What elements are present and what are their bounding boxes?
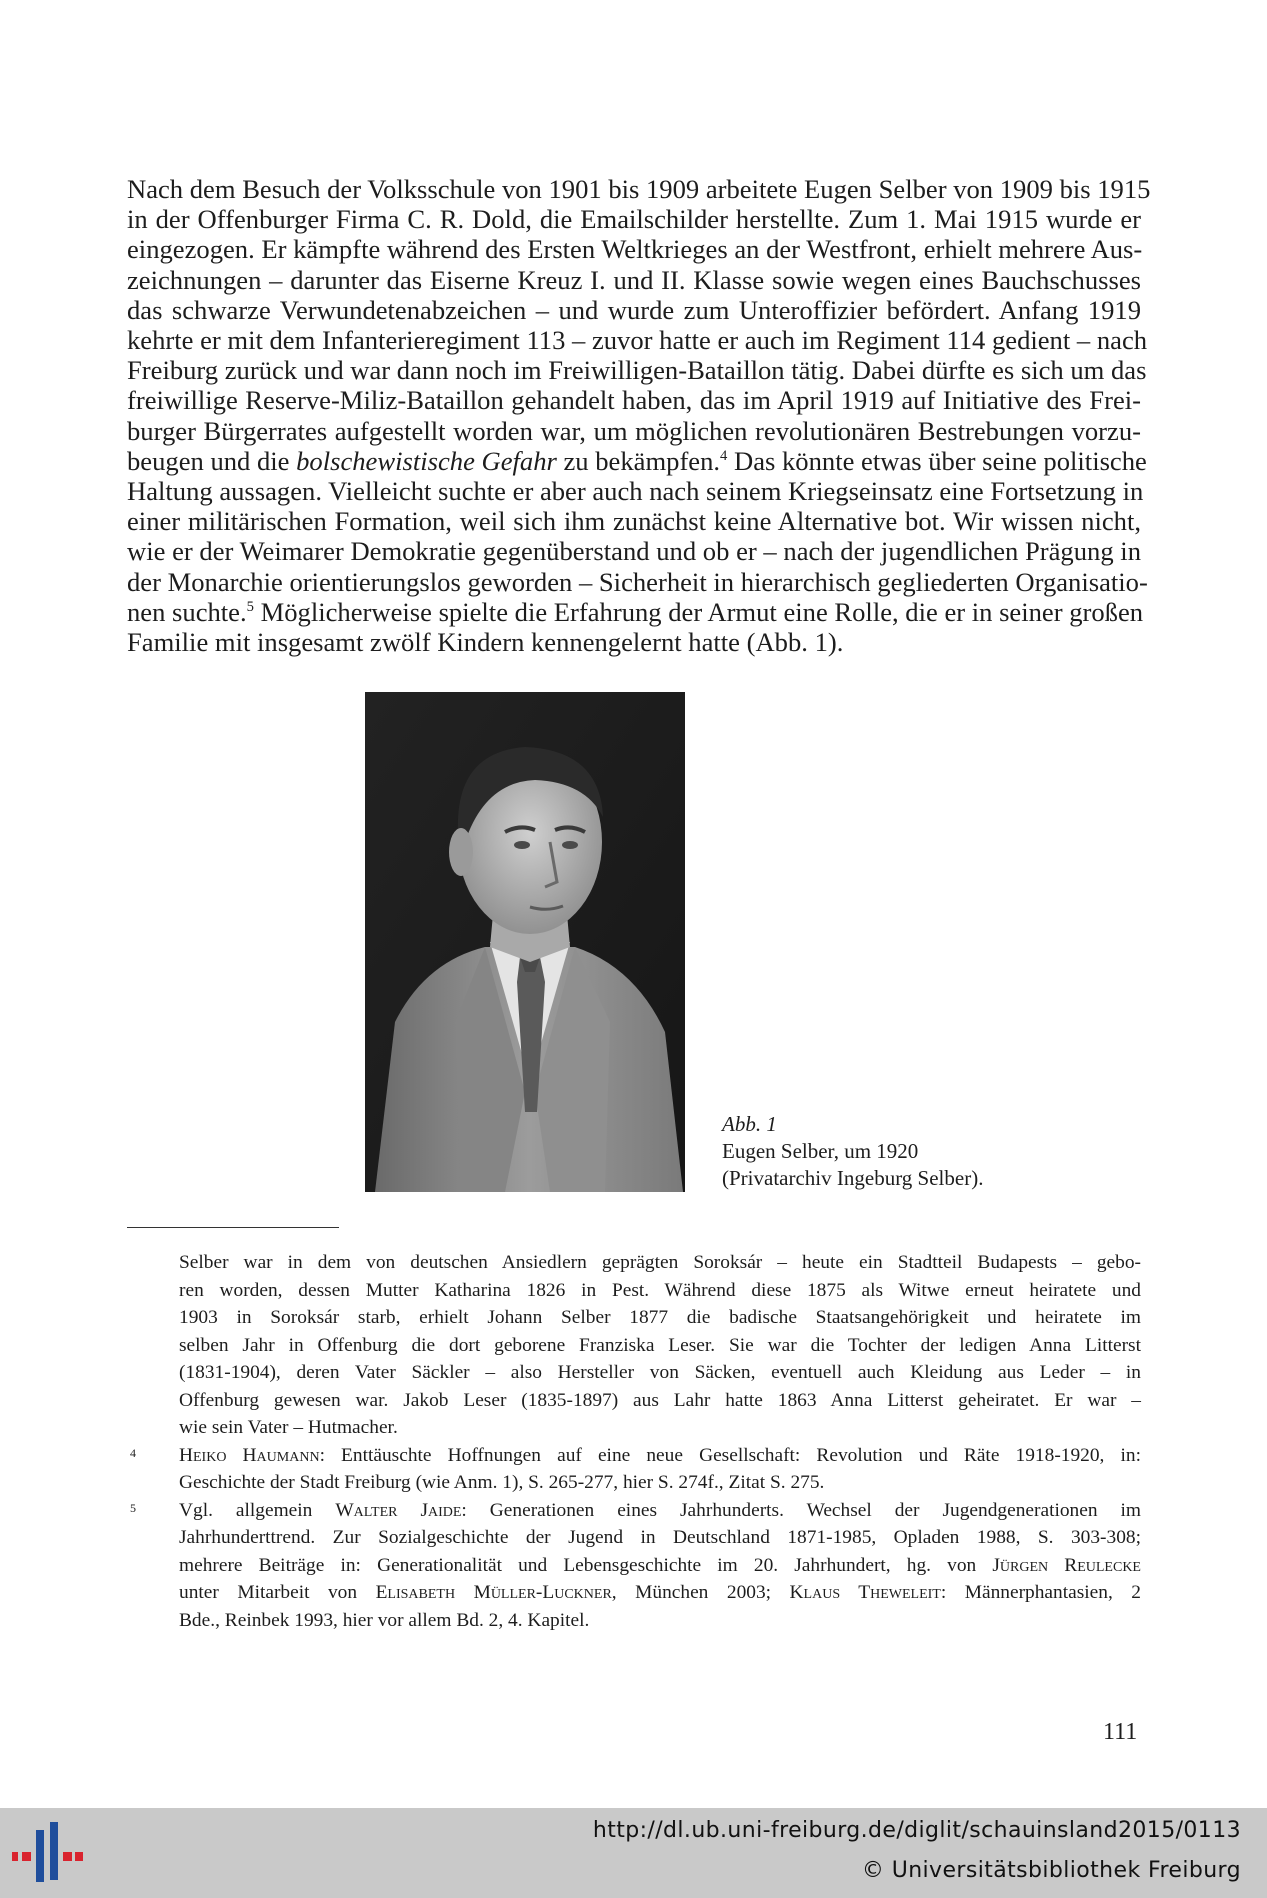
footnote-line: mehrere Beiträge in: Generationalität und Lebensgeschichte im 20. Jahrhundert, hg. von Jürgen Reulecke: [179, 1554, 1141, 1576]
footnotes: [127, 1249, 1141, 1634]
author-name: Jürgen Reulecke: [992, 1554, 1141, 1576]
author-name: Heiko Haumann: [179, 1444, 320, 1466]
caption-line: (Privatarchiv Ingeburg Selber).: [722, 1166, 984, 1190]
author-name: Klaus Theweleit: [789, 1582, 941, 1603]
source-url-link[interactable]: http://dl.ub.uni-freiburg.de/diglit/schauinsland2015/0113: [592, 1818, 1241, 1843]
portrait-illustration: [365, 692, 685, 1192]
footnote-line: selben Jahr in Offenburg die dort geborene Franziska Leser. Sie war die Tochter der ledigen Anna Litterst: [179, 1334, 1141, 1356]
library-logo-icon: [12, 1822, 84, 1888]
footnote-line: Selber war in dem von deutschen Ansiedlern geprägten Soroksár – heute ein Stadtteil Budapests – gebo-: [179, 1252, 1141, 1273]
footnote-line: unter Mitarbeit von Elisabeth Müller-Luckner, München 2003; Klaus Theweleit: Männerphantasien, 2: [179, 1582, 1142, 1603]
emphasis-text: bolschewistische Gefahr: [296, 445, 557, 476]
footnote-line: (1831-1904), deren Vater Säckler – also Hersteller von Säcken, eventuell auch Kleidung aus Leder – in: [179, 1362, 1141, 1383]
footnote-divider: [127, 1227, 339, 1228]
body-line: Haltung aussagen. Vielleicht suchte er aber auch nach seinem Kriegseinsatz eine Fortsetzung in: [127, 476, 1144, 507]
body-line: Nach dem Besuch der Volksschule von 1901 bis 1909 arbeitete Eugen Selber von 1909 bis 1915: [127, 174, 1151, 204]
page-number: 111: [1103, 1719, 1138, 1745]
body-line: Familie mit insgesamt zwölf Kindern kennengelernt hatte (Abb. 1).: [127, 627, 844, 658]
body-line: in der Offenburger Firma C. R. Dold, die Emailschilder herstellte. Zum 1. Mai 1915 wurde er: [127, 204, 1141, 235]
body-paragraph: [127, 174, 1151, 658]
body-line: das schwarze Verwundetenabzeichen – und wurde zum Unteroffizier befördert. Anfang 1919: [127, 294, 1141, 325]
body-line: eingezogen. Er kämpfte während des Ersten Weltkrieges an der Westfront, erhielt mehrere Aus-: [127, 234, 1143, 265]
body-text: [127, 174, 1151, 658]
body-line: einer militärischen Formation, weil sich ihm zunächst keine Alternative bot. Wir wissen nicht,: [127, 506, 1141, 537]
portrait-photo: [365, 692, 685, 1192]
footnote-continuation: [127, 1249, 1141, 1442]
author-name: Elisabeth Müller-Luckner: [375, 1582, 612, 1603]
footnote-line: ren worden, dessen Mutter Katharina 1826 in Pest. Während diese 1875 als Witwe erneut heiratete und: [179, 1279, 1141, 1301]
body-line: zeichnungen – darunter das Eiserne Kreuz I. und II. Klasse sowie wegen eines Bauchschusses: [127, 264, 1141, 295]
footnote-line: Jahrhunderttrend. Zur Sozialgeschichte der Jugend in Deutschland 1871-1985, Opladen 1988, S. 303-308;: [179, 1527, 1141, 1548]
footer-bar: [0, 1808, 1267, 1898]
footnote-number: 5: [130, 1500, 136, 1515]
footnote-line: Geschichte der Stadt Freiburg (wie Anm. 1), S. 265-277, hier S. 274f., Zitat S. 275.: [179, 1472, 825, 1493]
footnote-4: [127, 1442, 1141, 1497]
footnote-ref-5[interactable]: 5: [246, 598, 254, 615]
footnote-line: 1903 in Soroksár starb, erhielt Johann Selber 1877 die badische Staatsangehörigkeit und heiratete im: [179, 1307, 1141, 1328]
body-line: wie er der Weimarer Demokratie gegenüberstand und ob er – nach der jugendlichen Prägung in: [127, 536, 1141, 567]
footnote-line: Vgl. allgemein Walter Jaide: Generationen eines Jahrhunderts. Wechsel der Jugendgenerationen im: [179, 1499, 1141, 1521]
footnote-line: Offenburg gewesen war. Jakob Leser (1835-1897) aus Lahr hatte 1863 Anna Litterst geheiratet. Er war –: [179, 1389, 1141, 1411]
body-line: Freiburg zurück und war dann noch im Freiwilligen-Bataillon tätig. Dabei dürfte es sich um das: [127, 355, 1147, 386]
caption-line: Eugen Selber, um 1920: [722, 1139, 919, 1163]
body-line: kehrte er mit dem Infanterieregiment 113 – zuvor hatte er auch im Regiment 114 gedient – nach: [127, 325, 1148, 356]
footnote-5: [127, 1497, 1141, 1635]
footnote-line: Heiko Haumann: Enttäuschte Hoffnungen auf eine neue Gesellschaft: Revolution und Räte 1918-1920, in:: [179, 1444, 1141, 1466]
footnote-number: 4: [130, 1445, 136, 1460]
body-line: nen suchte.$^5$ Möglicherweise spielte die Erfahrung der Armut eine Rolle, die er in seiner großen: [127, 596, 1144, 627]
body-line: der Monarchie orientierungslos geworden – Sicherheit in hierarchisch gegliederten Organisatio-: [127, 566, 1148, 597]
author-name: Walter Jaide: [335, 1499, 462, 1521]
footnote-line: wie sein Vater – Hutmacher.: [179, 1417, 398, 1438]
body-line: freiwillige Reserve-Miliz-Bataillon gehandelt haben, das im April 1919 auf Initiative des Frei-: [127, 385, 1141, 416]
figure-label: Abb. 1: [722, 1112, 777, 1136]
footnote-ref-4[interactable]: 4: [720, 447, 728, 464]
body-line: beugen und die bolschewistische Gefahr zu bekämpfen.$^4$ Das könnte etwas über seine politische: [127, 445, 1147, 476]
body-line: burger Bürgerrates aufgestellt worden war, um möglichen revolutionären Bestrebungen vorzu-: [127, 415, 1141, 446]
copyright-notice: © Universitätsbibliothek Freiburg: [861, 1858, 1241, 1883]
footnote-line: Bde., Reinbek 1993, hier vor allem Bd. 2, 4. Kapitel.: [179, 1609, 590, 1631]
figure-caption: [722, 1111, 983, 1192]
